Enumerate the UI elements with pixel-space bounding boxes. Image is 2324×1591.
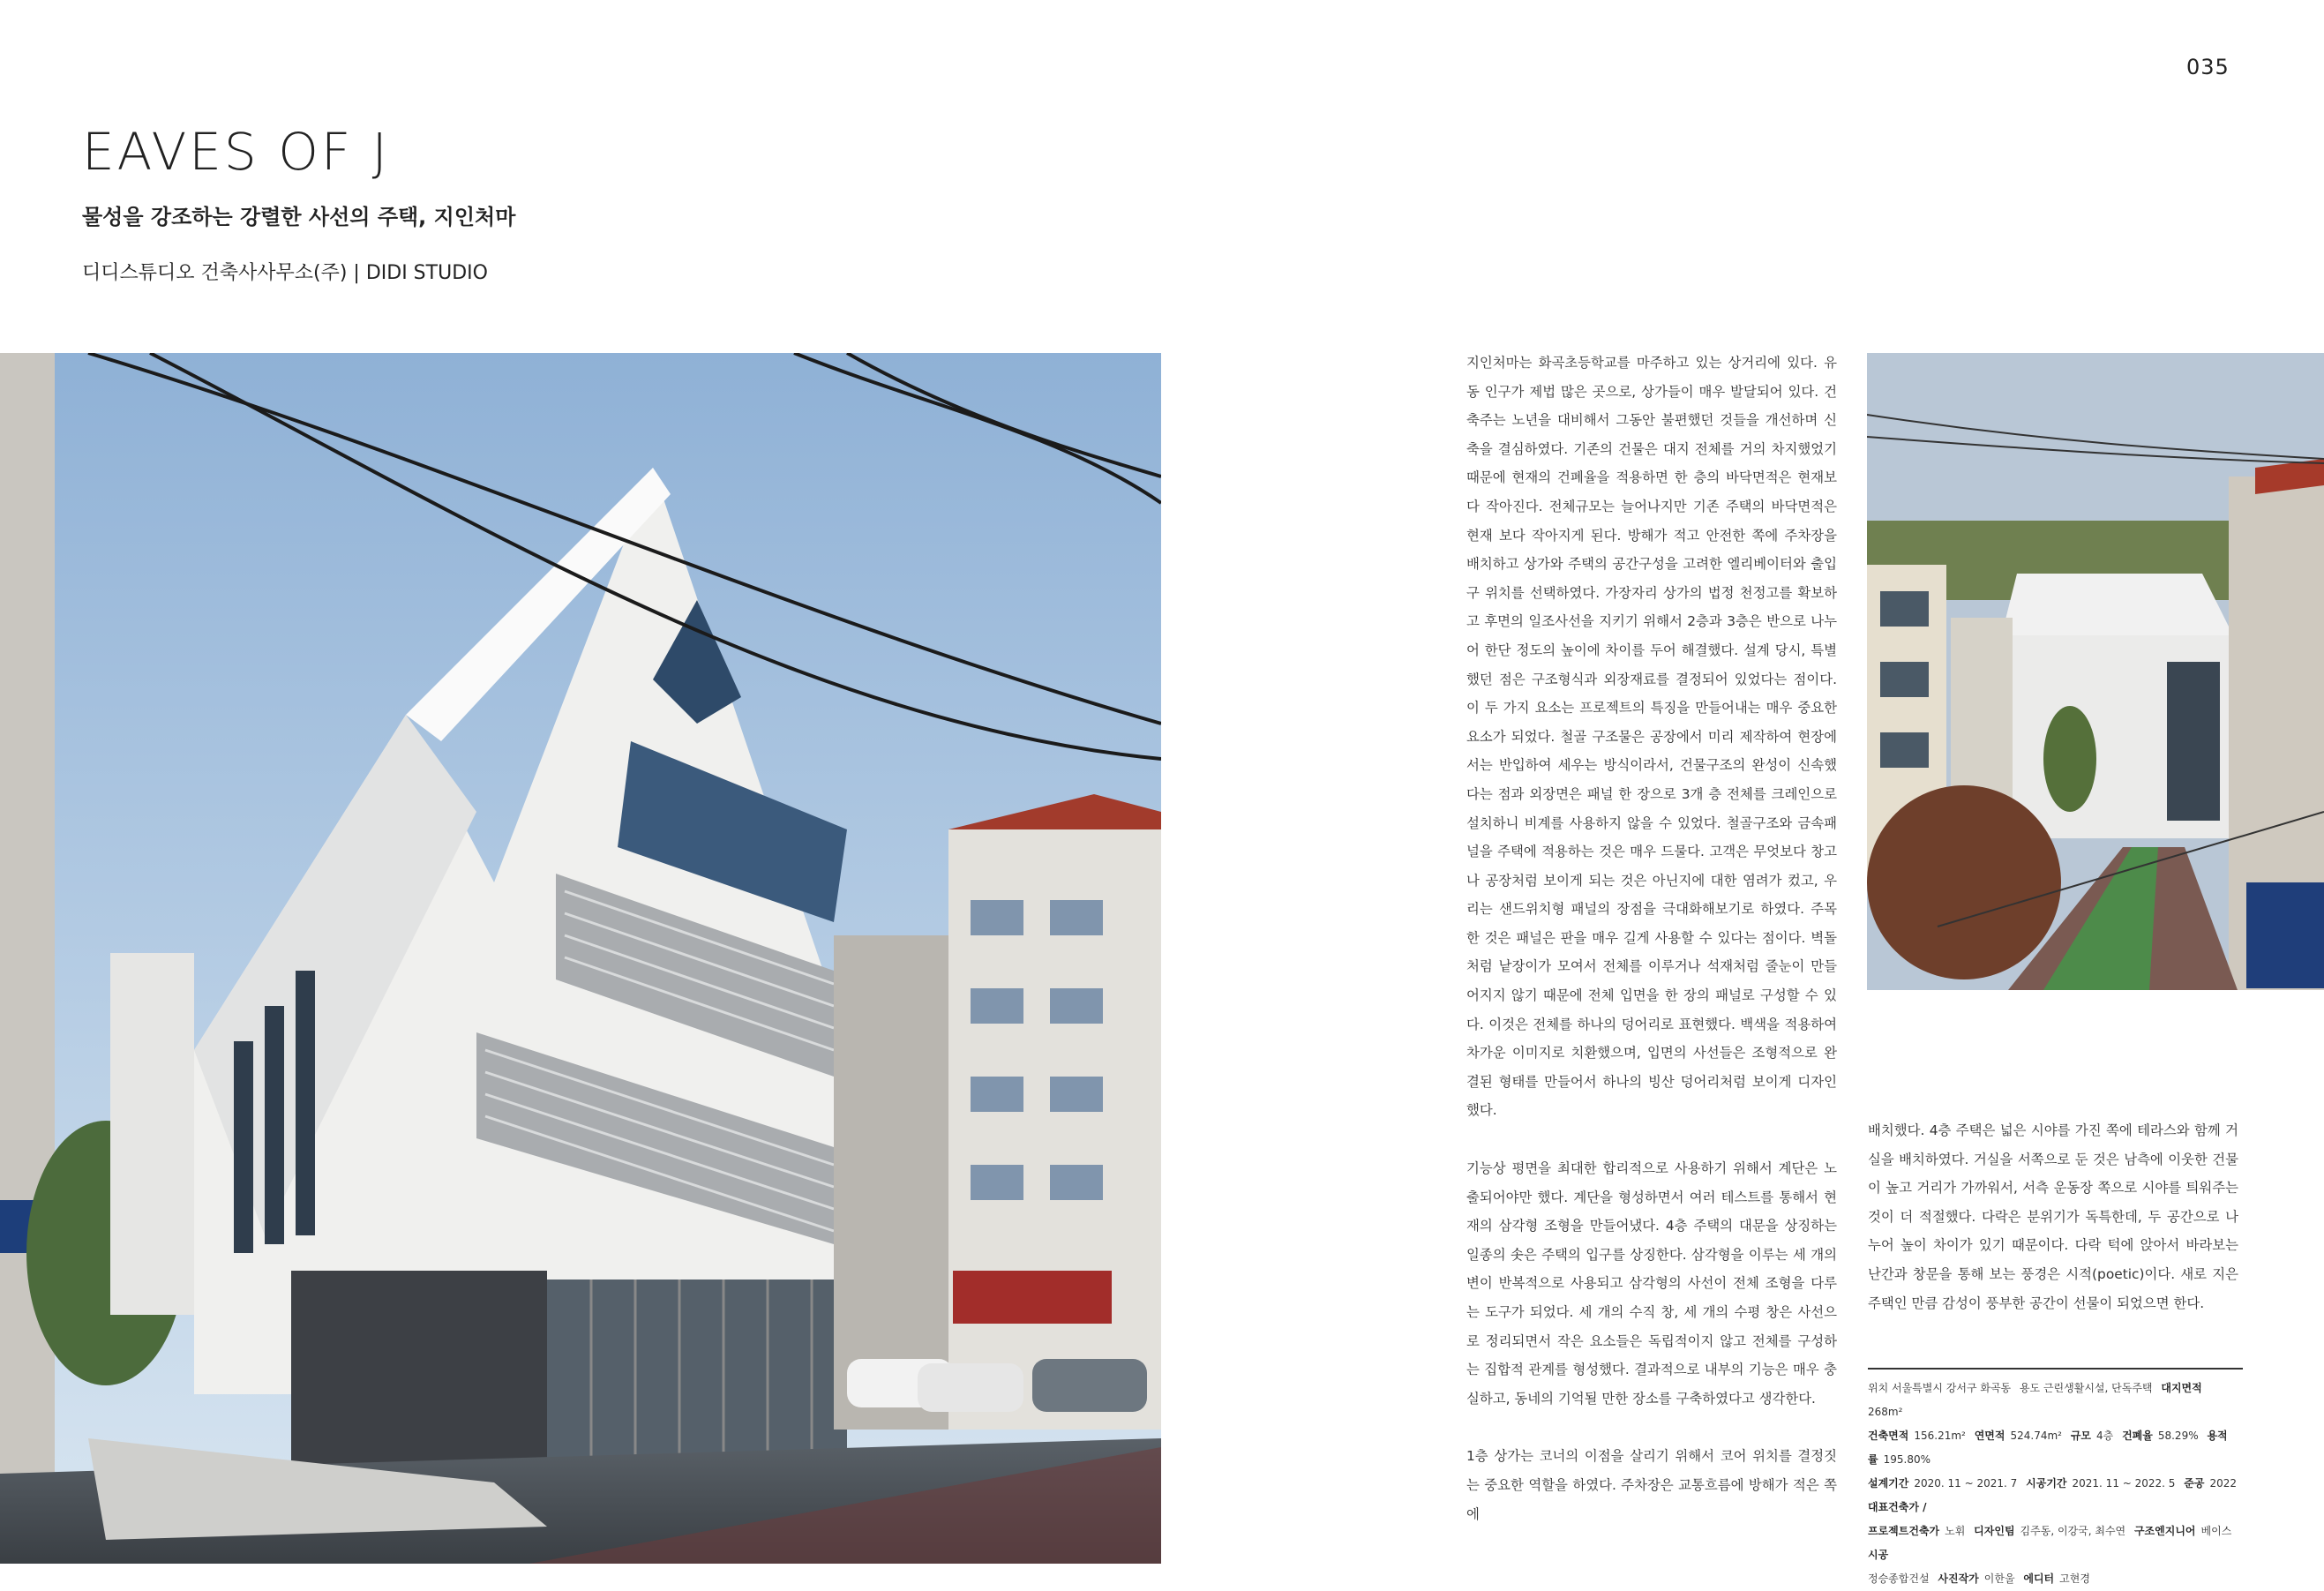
info-label: 구조엔지니어 [2133, 1525, 2196, 1537]
info-value: 156.21m² [1914, 1430, 1966, 1442]
article-subtitle: 물성을 강조하는 강렬한 사선의 주택, 지인처마 [82, 205, 516, 229]
info-value: 524.74m² [2010, 1430, 2062, 1442]
info-value: 2020. 11 ~ 2021. 7 [1914, 1477, 2018, 1490]
info-label: 시공기간 [2026, 1477, 2067, 1490]
info-line-4 [1868, 1520, 2243, 1567]
info-label: 설계기간 [1868, 1477, 1909, 1490]
info-value: 김주동, 이강국, 최수연 [2020, 1525, 2126, 1537]
info-value: 베이스 [2200, 1525, 2232, 1537]
info-value: 268m² [1868, 1406, 1903, 1418]
info-value: 정승종합건설 [1868, 1572, 1930, 1585]
building-exterior-photo [0, 353, 1161, 1564]
info-value: 이한울 [1983, 1572, 2015, 1585]
info-value: 58.29% [2157, 1430, 2199, 1442]
body-paragraph: 1층 상가는 코너의 이점을 살리기 위해서 코어 위치를 결정짓는 중요한 역할을 하였다. 주차장은 교통흐름에 방해가 적은 쪽에 [1466, 1448, 1837, 1522]
info-label: 연면적 [1974, 1430, 2005, 1442]
body-paragraph: 지인처마는 화곡초등학교를 마주하고 있는 상거리에 있다. 유동 인구가 제법 많은 곳으로, 상가들이 매우 발달되어 있다. 건축주는 노년을 대비해서 그동안 불편했던 것들을 개선하며 신축을 결심하였다. 기존의 건물은 대지 전체를 거의 차지했었기 때문에 현재의 건폐율을 적용하면 한 층의 바닥면적은 현재보다 작아진다. 전체규모는 늘어나지만 기존 주택의 바닥면적은 현재 보다 작아지게 된다. 방해가 적고 안전한 쪽에 주차장을 배치하고 상가와 주택의 공간구성을 고려한 엘리베이터와 출입구 위치를 선택하였다. 가장자리 상가의 법정 천정고를 확보하고 후면의 일조사선을 지키기 위해서 2층과 3층은 반으로 나누어 한단 정도의 높이에 차이를 두어 해결했다. 설계 당시, 특별했던 점은 구조형식과 외장재료를 결정되어 있었다는 점이다. 이 두 가지 요소는 프로젝트의 특징을 만들어내는 매우 중요한 요소가 되었다. 철골 구조물은 공장에서 미리 제작하여 현장에서는 반입하여 세우는 방식이라서, 건물구조의 완성이 신속했다는 점과 외장면은 패널 한 장으로 3개 층 전체를 크레인으로 설치하니 비계를 사용하지 않을 수 있었다. 철골구조와 금속패널을 주택에 적용하는 것은 매우 드물다. 고객은 무엇보다 창고나 공장처럼 보이게 되는 것은 아닌지에 대한 염려가 컸고, 우리는 샌드위치형 패널의 장점을 극대화해보기로 하였다. 주목한 것은 패널은 판을 매우 길게 사용할 수 있다는 점이다. 벽돌처럼 낱장이가 모여서 전체를 이루거나 석재처럼 줄눈이 만들어지지 않기 때문에 전체 입면을 한 장의 패널로 구성할 수 있다. 이것은 전체를 하나의 덩어리로 표현했다. 백색을 적용하여 차가운 이미지로 치환했으며, 입면의 사선들은 조형적으로 완결된 형태를 만들어서 하나의 빙산 덩어리처럼 보이게 디자인했다. [1466, 355, 1837, 1119]
info-label: 건폐율 [2122, 1430, 2153, 1442]
info-label: 건축면적 [1868, 1430, 1909, 1442]
info-value: 2021. 11 ~ 2022. 5 [2072, 1477, 2176, 1490]
info-label: 대표건축가 / [1868, 1501, 1927, 1513]
article-title: EAVES OF J [82, 122, 390, 182]
street-view-photo [1867, 353, 2324, 990]
body-text-column-2 [1868, 1116, 2238, 1347]
info-line-3 [1868, 1472, 2243, 1520]
body-paragraph: 배치했다. 4층 주택은 넓은 시야를 가진 쪽에 테라스와 함께 거실을 배치하였다. 거실을 서쪽으로 둔 것은 남측에 이웃한 건물이 높고 거리가 가까워서, 서측 운동장 쪽으로 시야를 틔워주는 것이 더 적절했다. 다락은 분위기가 독특한데, 두 공간으로 나누어 높이 차이가 있기 때문이다. 다락 턱에 앉아서 바라보는 난간과 창문을 통해 보는 풍경은 시적(poetic)이다. 새로 지은 주택인 만큼 감성이 풍부한 공간이 선물이 되었으면 한다. [1868, 1122, 2238, 1311]
info-label: 시공 [1868, 1549, 1889, 1561]
info-value: 노휘 [1945, 1525, 1966, 1537]
info-use: 용도 근린생활시설, 단독주택 [2019, 1382, 2153, 1394]
info-label: 준공 [2184, 1477, 2205, 1490]
info-location: 위치 서울특별시 강서구 화곡동 [1868, 1382, 2012, 1394]
info-label: 디자인팀 [1974, 1525, 2015, 1537]
info-label: 프로젝트건축가 [1868, 1525, 1940, 1537]
info-label: 용적률 [1868, 1430, 2228, 1466]
info-label: 대지면적 [2161, 1382, 2202, 1394]
info-value: 고현경 [2059, 1572, 2090, 1585]
info-line-2 [1868, 1424, 2243, 1472]
info-label: 사진작가 [1938, 1572, 1979, 1585]
project-info [1868, 1368, 2243, 1591]
info-value: 195.80% [1883, 1453, 1930, 1466]
info-line-1 [1868, 1377, 2243, 1424]
page-number: 035 [2186, 55, 2230, 79]
info-value: 4층 [2096, 1430, 2114, 1442]
architect-credit: 디디스튜디오 건축사사무소(주) | DIDI STUDIO [82, 262, 488, 284]
body-text-column-1 [1466, 349, 1837, 1557]
body-paragraph: 기능상 평면을 최대한 합리적으로 사용하기 위해서 계단은 노출되어야만 했다. 계단을 형성하면서 여러 테스트를 통해서 현재의 삼각형 조형을 만들어냈다. 4층 주택의 대문을 상징하는 일종의 솟은 주택의 입구를 상징한다. 삼각형을 이루는 세 개의 변이 반복적으로 사용되고 삼각형의 사선이 전체 조형을 다루는 도구가 되었다. 세 개의 수직 창, 세 개의 수평 창은 사선으로 정리되면서 작은 요소들은 독립적이지 않고 전체를 구성하는 집합적 관계를 형성했다. 결과적으로 내부의 기능은 매우 충실하고, 동네의 기억될 만한 장소를 구축하였다고 생각한다. [1466, 1160, 1837, 1407]
info-value: 2022 [2209, 1477, 2238, 1490]
info-label: 에디터 [2023, 1572, 2055, 1585]
info-label: 규모 [2070, 1430, 2091, 1442]
info-line-5 [1868, 1567, 2243, 1591]
